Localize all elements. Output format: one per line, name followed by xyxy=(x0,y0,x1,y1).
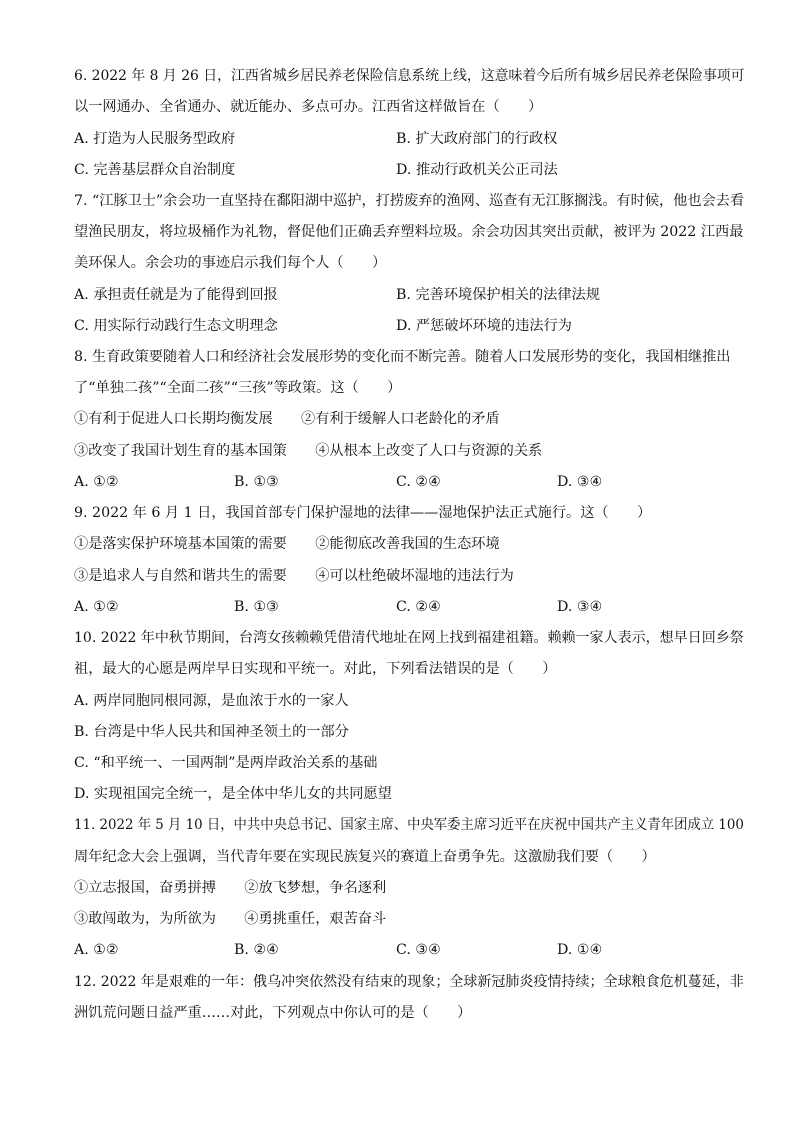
q9-statements-3-4: ③是追求人与自然和谐共生的需要 ④可以杜绝破坏湿地的违法行为 xyxy=(74,568,514,584)
q7-option-b: B. 完善环境保护相关的法律法规 xyxy=(396,287,600,303)
q8-option-c: C. ②④ xyxy=(396,474,441,490)
q11-option-b: B. ②④ xyxy=(234,942,279,958)
q10-stem-line1: 10. 2022 年中秋节期间，台湾女孩赖赖凭借清代地址在网上找到福建祖籍。赖赖一家人表示，想早日回乡祭 xyxy=(74,630,744,646)
q10-option-c: C. “和平统一、一国两制”是两岸政治关系的基础 xyxy=(74,755,378,771)
q8-statements-3-4: ③改变了我国计划生育的基本国策 ④从根本上改变了人口与资源的关系 xyxy=(74,443,543,459)
q6-stem-line1: 6. 2022 年 8 月 26 日，江西省城乡居民养老保险信息系统上线，这意味着今后所有城乡居民养老保险事项可 xyxy=(74,68,745,84)
q11-option-d: D. ①④ xyxy=(557,942,603,958)
q7-stem-line2: 望渔民朋友，将垃圾桶作为礼物，督促他们正确丢弃塑料垃圾。余会功因其突出贡献，被评为 2022 江西最 xyxy=(74,224,744,240)
q9-option-b: B. ①③ xyxy=(234,599,279,615)
q9-statements-1-2: ①是落实保护环境基本国策的需要 ②能彻底改善我国的生态环境 xyxy=(74,536,500,552)
q12-stem-line2: 洲饥荒问题日益严重……对此，下列观点中你认可的是（ ） xyxy=(74,1005,472,1021)
q10-option-a: A. 两岸同胞同根同源，是血浓于水的一家人 xyxy=(74,693,349,709)
q7-option-d: D. 严惩破坏环境的违法行为 xyxy=(396,318,572,334)
q10-stem-line2: 祖，最大的心愿是两岸早日实现和平统一。对此，下列看法错误的是（ ） xyxy=(74,661,557,677)
q11-stem-line2: 周年纪念大会上强调，当代青年要在实现民族复兴的赛道上奋勇争先。这激励我们要（ ） xyxy=(74,849,656,865)
q11-statements-3-4: ③敢闯敢为，为所欲为 ④勇挑重任，艰苦奋斗 xyxy=(74,911,387,927)
q6-option-c: C. 完善基层群众自治制度 xyxy=(74,162,236,178)
q7-option-a: A. 承担责任就是为了能得到回报 xyxy=(74,287,278,303)
q6-option-a: A. 打造为人民服务型政府 xyxy=(74,131,236,147)
q9-stem-line1: 9. 2022 年 6 月 1 日，我国首部专门保护湿地的法律——湿地保护法正式施行。这（ ） xyxy=(74,505,652,521)
q9-option-d: D. ③④ xyxy=(557,599,603,615)
q8-stem-line1: 8. 生育政策要随着人口和经济社会发展形势的变化而不断完善。随着人口发展形势的变化，我国相继推出 xyxy=(74,349,731,365)
q10-option-d: D. 实现祖国完全统一，是全体中华儿女的共同愿望 xyxy=(74,786,392,802)
q8-option-a: A. ①② xyxy=(74,474,119,490)
q9-option-a: A. ①② xyxy=(74,599,119,615)
q11-statements-1-2: ①立志报国，奋勇拼搏 ②放飞梦想，争名逐利 xyxy=(74,880,387,896)
q7-option-c: C. 用实际行动践行生态文明理念 xyxy=(74,318,278,334)
q7-stem-line1: 7. “江豚卫士”余会功一直坚持在鄱阳湖中巡护，打捞废弃的渔网、巡查有无江豚搁浅。有时候，他也会去看 xyxy=(74,193,744,209)
q10-option-b: B. 台湾是中华人民共和国神圣领土的一部分 xyxy=(74,724,349,740)
q6-option-d: D. 推动行政机关公正司法 xyxy=(396,162,558,178)
q7-stem-line3: 美环保人。余会功的事迹启示我们每个人（ ） xyxy=(74,255,387,271)
q8-option-b: B. ①③ xyxy=(234,474,279,490)
q11-stem-line1: 11. 2022 年 5 月 10 日，中共中央总书记、国家主席、中央军委主席习近平在庆祝中国共产主义青年团成立 100 xyxy=(74,817,744,833)
q9-option-c: C. ②④ xyxy=(396,599,441,615)
q8-stem-line2: 了“单独二孩”“全面二孩”“三孩”等政策。这（ ） xyxy=(74,380,402,396)
q11-option-a: A. ①② xyxy=(74,942,119,958)
q11-option-c: C. ③④ xyxy=(396,942,441,958)
q8-option-d: D. ③④ xyxy=(557,474,603,490)
q6-option-b: B. 扩大政府部门的行政权 xyxy=(396,131,558,147)
q8-statements-1-2: ①有利于促进人口长期均衡发展 ②有利于缓解人口老龄化的矛盾 xyxy=(74,411,500,427)
q6-stem-line2: 以一网通办、全省通办、就近能办、多点可办。江西省这样做旨在（ ） xyxy=(74,99,543,115)
q12-stem-line1: 12. 2022 年是艰难的一年：俄乌冲突依然没有结束的现象；全球新冠肺炎疫情持续；全球粮食危机蔓延，非 xyxy=(74,974,744,990)
